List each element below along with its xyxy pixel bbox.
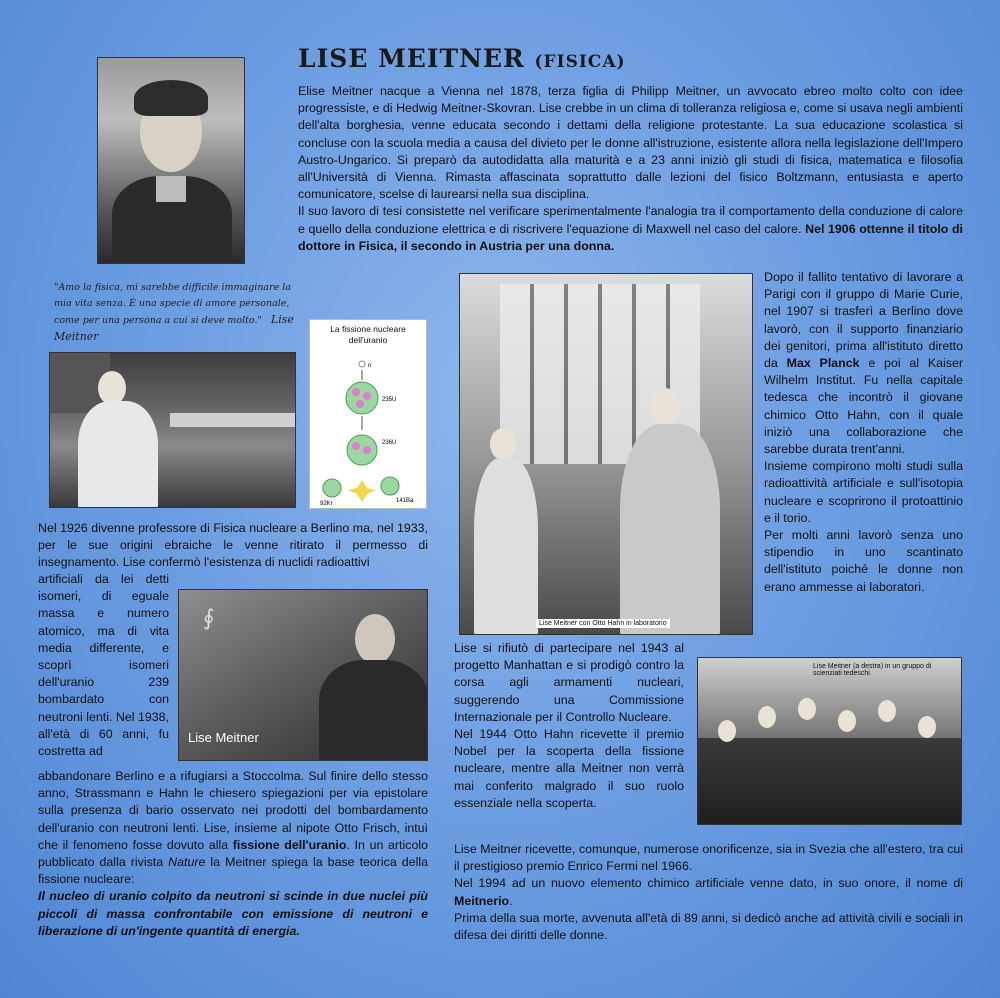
neutron-label: n: [368, 363, 372, 369]
title-main: LISE MEITNER: [298, 44, 525, 73]
left-fission-bold: fissione dell'uranio: [232, 837, 347, 852]
middle-p2: Nel 1944 Otto Hahn ricevette il premio Nobel per la scoperta della fissione nucleare, mentre alla Meitner non verrà mai conferito malgrado il suo ruolo essenziale nella scoperta.: [454, 727, 684, 810]
intro-p1: Elise Meitner nacque a Vienna nel 1878, terza figlia di Philipp Meitner, un avvocato ebreo molto colto con idee progressiste, e di Hedwig Meitner-Skovran. Lise crebbe in un clima di tolleranza religiosa e, come si usava negli ambienti dell'alta borghesia, venne educata secondo i dettami della religione protestante. La sua educazione scolastica si concluse con la scuola media a causa del divieto per le donne all'istruzione, esistente allora nella legislazione dell'Impero Austro-Ungarico. Si preparò da autodidatta alla maturità e a 23 anni iniziò gli studi di fisica, matematica e filosofia all'Università di Vienna. Rimasta affascinata soprattutto dalle lezioni del fisico Boltzmann, entusiasta e aperto comunicatore, scelse di laurearsi nella sua disciplina.: [298, 84, 963, 202]
kr-label: 92Kr: [320, 501, 333, 507]
group-photo: [697, 657, 962, 825]
lab-photo: [459, 273, 753, 635]
page-title: [298, 44, 626, 73]
left-nature-italic: Nature: [168, 855, 206, 870]
fission-diagram-svg: [310, 346, 426, 508]
left-wrap-text: artificiali da lei detti isomeri, di eguale massa e numero atomico, ma di vita media differente, e scoprì isomeri dell'uranio 239 bombardato con neutroni lenti. Nel 1938, all'età di 60 anni, fu costretta ad: [38, 572, 169, 759]
quote-text: "Amo la fisica, mi sarebbe difficile immaginare la mia vita senza. È una specie di amore personale, come per una persona a cui si deve molto.": [54, 282, 291, 326]
blackboard-label: Lise Meitner: [188, 730, 259, 745]
bottom-p2: Nel 1994 ad un nuovo elemento chimico artificiale venne dato, in suo onore, il nome di: [454, 876, 963, 891]
diagram-title: La fissione nucleare dell'uranio: [330, 324, 406, 345]
right-p3: Per molti anni lavorò senza uno stipendio in uno scantinato dell'istituto poiché le donne non erano ammesse ai laboratori.: [764, 528, 963, 594]
right-p2: Insieme compirono molti studi sulla radioattività artificiale e sull'isotopia nucleare e scoprirono il protoattinio e il torio.: [764, 459, 963, 525]
bottom-p3: Prima della sua morte, avvenuta all'età di 89 anni, si dedicò anche ad attività civili e sociali in difesa dei diritti delle donne.: [454, 910, 963, 943]
intro-text: [298, 83, 963, 255]
intro-p2-bold: Nel 1906 ottenne il titolo di dottore in Fisica, il secondo in Austria per una donna.: [298, 221, 963, 253]
left-p1-tail: . In un articolo pubblicato dalla rivista: [38, 837, 428, 870]
desk-photo: [49, 352, 296, 508]
left-column-text: Nel 1926 divenne professore di Fisica nucleare a Berlino ma, nel 1933, per le sue origini ebraiche le venne ritirato il permesso di insegnamento. Lise confermò l'esistenza di nuclidi radioattivi: [38, 521, 428, 570]
middle-column-text: [454, 640, 684, 812]
u235-label: 235U: [382, 397, 397, 403]
portrait-photo: [97, 57, 245, 264]
title-sub: (FISICA): [534, 52, 626, 72]
group-caption: Lise Meitner (a destra) in un gruppo di scienziati tedeschi: [813, 663, 932, 677]
intro-p2: Il suo lavoro di tesi consistette nel verificare sperimentalmente l'analogia tra il comportamento della conduzione di calore e quello della conduzione elettrica e di riscrivere l'equazione di Maxwell nel caso del calore.: [298, 204, 963, 236]
fission-diagram: [309, 319, 427, 509]
lab-caption: Lise Meitner con Otto Hahn in laboratorio: [536, 619, 670, 628]
right-p1a: Dopo il fallito tentativo di lavorare a Parigi con il gruppo di Marie Curie, nel 1907 si trasferì a Berlino dove lavorò, con il supporto finanziario dei genitori, prima all'istituto diretto da: [764, 270, 963, 371]
bottom-p1: Lise Meitner ricevette, comunque, numerose onorificenze, sia in Svezia che all'estero, tra cui il prestigioso premio Enrico Fermi nel 1966.: [454, 842, 963, 874]
u236-label: 236U: [382, 440, 397, 446]
left-p1-end: abbandonare Berlino e a rifugiarsi a Stoccolma. Sul finire dello stesso anno, Strassmann e Hahn le chiesero spiegazioni per via epistolare sulla presenza di bario osservato nei prodotti del bombardamento dell'uranio con neutroni lenti. Lise, insieme al nipote Otto Frisch, intuì che il fenomeno fosse dovuto alla: [38, 769, 428, 852]
right-p1-bold: Max Planck: [786, 356, 860, 371]
handwritten-quote: [54, 280, 294, 346]
left-p1-tail2: la Meitner spiega la base teorica della fissione nucleare:: [38, 855, 428, 887]
bottom-text: [454, 841, 963, 944]
fission-quote: Il nucleo di uranio colpito da neutroni si scinde in due nuclei più piccoli di massa confrontabile con emissione di neutroni e liberazione di un'ingente quantità di energia.: [38, 889, 428, 938]
middle-p1: Lise si rifiutò di partecipare nel 1943 al progetto Manhattan e si prodigò contro la corsa agli armamenti nucleari, suggerendo una Commissione Internazionale per il Controllo Nucleare.: [454, 641, 684, 724]
quote-signature: Lise Meitner: [54, 313, 294, 343]
right-column-text: [764, 269, 963, 596]
bottom-p2-dot: .: [509, 893, 513, 908]
meitnerio-bold: Meitnerio: [454, 893, 510, 908]
left-lower-text: [38, 768, 428, 940]
blackboard-photo: ∮: [178, 589, 428, 761]
ba-label: 141Ba: [396, 498, 414, 504]
right-p1c: e poi al Kaiser Wilhelm Institut. Fu nella capitale tedesca che incontrò il giovane chimico Otto Hahn, con il quale iniziò una collaborazione che sarebbe durata trent'anni.: [764, 356, 963, 457]
